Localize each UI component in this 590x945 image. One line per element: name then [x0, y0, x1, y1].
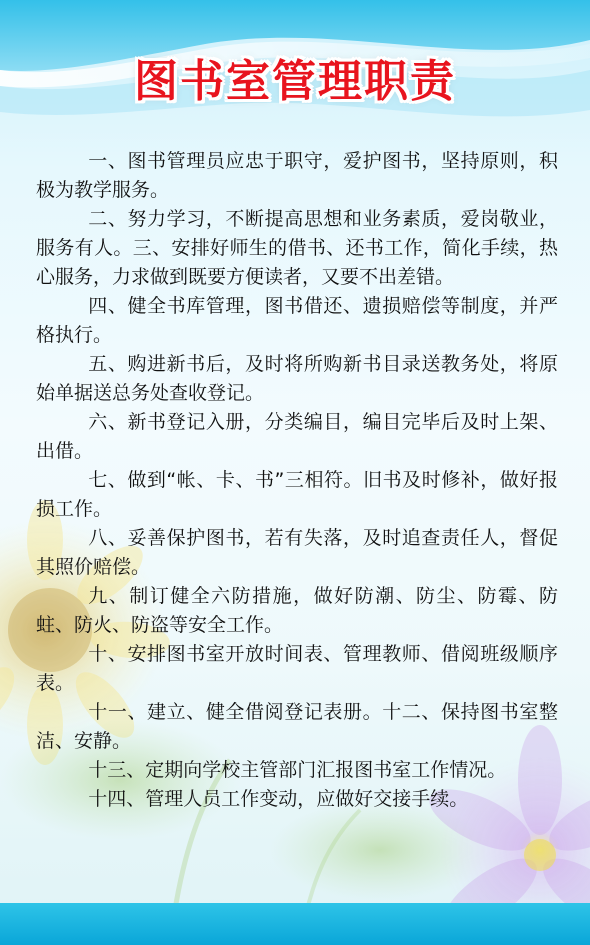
page-title: 图书室管理职责 [134, 56, 456, 107]
duty-item-6: 六、新书登记入册，分类编目，编目完毕后及时上架、出借。 [36, 411, 558, 462]
duty-item-14: 十四、管理人员工作变动，应做好交接手续。 [88, 788, 469, 810]
duty-item-11: 十一、建立、健全借阅登记表册。十二、保持图书室整洁、安静。 [36, 701, 558, 752]
duty-item-8: 八、妥善保护图书，若有失落，及时追查责任人，督促其照价赔偿。 [36, 527, 558, 578]
duty-item-1: 一、图书管理员应忠于职守，爱护图书，坚持原则，积极为教学服务。 [36, 150, 558, 201]
duty-item-5: 五、购进新书后，及时将所购新书目录送教务处，将原始单据送总务处查收登记。 [36, 353, 558, 404]
duty-list [36, 147, 558, 814]
duty-item-9: 九、制订健全六防措施，做好防潮、防尘、防霉、防蛀、防火、防盗等安全工作。 [36, 585, 558, 636]
bottom-band [0, 903, 590, 945]
duty-item-13: 十三、定期向学校主管部门汇报图书室工作情况。 [88, 759, 507, 781]
duty-item-4: 四、健全书库管理，图书借还、遗损赔偿等制度，并严格执行。 [36, 295, 558, 346]
duty-item-7: 七、做到“帐、卡、书”三相符。旧书及时修补，做好报损工作。 [36, 469, 558, 520]
duty-item-10: 十、安排图书室开放时间表、管理教师、借阅班级顺序表。 [36, 643, 558, 694]
duty-item-2: 二、努力学习，不断提高思想和业务素质，爱岗敬业，服务有人。三、安排好师生的借书、还书工作，简化手续，热心服务，力求做到既要方便读者，又要不出差错。 [36, 208, 558, 288]
